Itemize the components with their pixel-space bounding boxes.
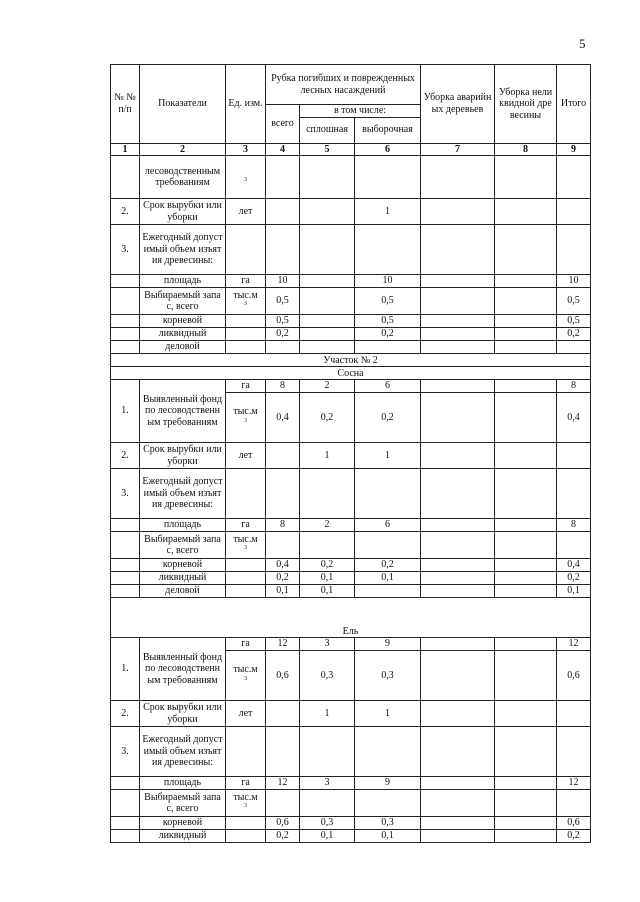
indicator-cell: Ежегодный допустимый объем изъятия древесины:: [140, 225, 226, 275]
value-cell: [355, 156, 421, 199]
value-cell: [495, 559, 557, 572]
value-cell: [266, 469, 300, 519]
unit-text: тыс.м: [233, 406, 258, 417]
value-cell: 0,4: [266, 559, 300, 572]
value-cell: [557, 443, 591, 469]
indicator-cell: Ежегодный допустимый объем изъятия древесины:: [140, 469, 226, 519]
value-cell: 0,5: [266, 315, 300, 328]
table-row: [111, 341, 591, 354]
value-cell: [300, 156, 355, 199]
unit-text: га: [241, 519, 250, 531]
indicator-cell: Срок вырубки или уборки: [140, 701, 226, 727]
table-row: [111, 790, 591, 817]
species-title-spruce: Ель: [111, 598, 591, 638]
value-cell: [421, 328, 495, 341]
table-row: [111, 328, 591, 341]
indicator-cell: деловой: [140, 341, 226, 354]
value-cell: [355, 341, 421, 354]
value-cell: [421, 275, 495, 288]
table-row: [111, 585, 591, 598]
row-number-cell: 2.: [111, 443, 140, 469]
value-cell: 12: [266, 777, 300, 790]
value-cell: [421, 532, 495, 559]
value-cell: 0,1: [300, 830, 355, 843]
unit-cell: [226, 559, 266, 572]
unit-text: тыс.м: [233, 791, 258, 803]
unit-cell: [226, 727, 266, 777]
value-cell: 0,2: [557, 830, 591, 843]
value-cell: 3: [300, 777, 355, 790]
value-cell: 2: [300, 519, 355, 532]
value-cell: [421, 638, 495, 651]
value-cell: 3: [300, 638, 355, 651]
indicator-cell: площадь: [140, 519, 226, 532]
value-cell: [421, 830, 495, 843]
unit-text: лет: [238, 707, 253, 719]
unit-text: тыс.м: [233, 533, 258, 545]
row-number-cell: [111, 585, 140, 598]
indicator-cell: Выбираемый запас, всего: [140, 532, 226, 559]
value-cell: [495, 156, 557, 199]
row-number-cell: [111, 790, 140, 817]
table-row: [111, 443, 591, 469]
table-row: [111, 559, 591, 572]
unit-cell: [226, 288, 266, 315]
unit-superscript: 3: [244, 177, 247, 183]
row-number-cell: [111, 572, 140, 585]
unit-superscript: 3: [244, 803, 247, 809]
table-row: [111, 777, 591, 790]
value-cell: [421, 380, 495, 393]
table-row: [111, 817, 591, 830]
value-cell: [266, 790, 300, 817]
unit-cell: [226, 638, 266, 651]
value-cell: [421, 727, 495, 777]
unit-cell: [226, 790, 266, 817]
indicator-cell: корневой: [140, 559, 226, 572]
value-cell: 9: [355, 777, 421, 790]
table-row: [111, 380, 591, 393]
value-cell: 0,2: [557, 328, 591, 341]
row-number-cell: [111, 830, 140, 843]
indicator-cell: Выявленный фонд по лесоводственным требованиям: [140, 638, 226, 701]
indicator-cell: площадь: [140, 275, 226, 288]
value-cell: 12: [557, 638, 591, 651]
value-cell: [300, 532, 355, 559]
indicator-cell: ликвидный: [140, 572, 226, 585]
value-cell: [355, 532, 421, 559]
unit-cell: [226, 701, 266, 727]
value-cell: [300, 790, 355, 817]
value-cell: [557, 341, 591, 354]
value-cell: [355, 727, 421, 777]
value-cell: 0,2: [266, 830, 300, 843]
value-cell: 0,1: [300, 572, 355, 585]
value-cell: [421, 469, 495, 519]
value-cell: [300, 288, 355, 315]
value-cell: 0,4: [557, 393, 591, 443]
value-cell: 0,3: [355, 651, 421, 701]
value-cell: [495, 790, 557, 817]
indicator-cell: ликвидный: [140, 830, 226, 843]
value-cell: 0,6: [266, 651, 300, 701]
value-cell: [495, 341, 557, 354]
value-cell: 0,6: [266, 817, 300, 830]
unit-cell: [226, 777, 266, 790]
row-number-cell: [111, 519, 140, 532]
indicator-cell: Ежегодный допустимый объем изъятия древесины:: [140, 727, 226, 777]
table-row: [111, 275, 591, 288]
value-cell: 0,2: [300, 559, 355, 572]
unit-cell: [226, 199, 266, 225]
value-cell: [355, 790, 421, 817]
header-indicator: Показатели: [140, 65, 226, 144]
value-cell: [495, 585, 557, 598]
value-cell: [557, 156, 591, 199]
value-cell: 0,2: [266, 328, 300, 341]
index-cell: 5: [300, 143, 355, 156]
indicator-cell: лесоводственным требованиям: [140, 156, 226, 199]
unit-cell: [226, 443, 266, 469]
value-cell: [495, 777, 557, 790]
value-cell: [495, 469, 557, 519]
index-cell: 6: [355, 143, 421, 156]
value-cell: [421, 199, 495, 225]
value-cell: 0,5: [266, 288, 300, 315]
value-cell: [421, 288, 495, 315]
unit-text: лет: [238, 449, 253, 461]
unit-superscript: 3: [244, 545, 247, 551]
value-cell: [495, 443, 557, 469]
value-cell: [495, 380, 557, 393]
value-cell: 8: [557, 380, 591, 393]
value-cell: [300, 469, 355, 519]
table-row: [111, 727, 591, 777]
value-cell: [495, 638, 557, 651]
value-cell: 0,2: [557, 572, 591, 585]
row-number-cell: [111, 341, 140, 354]
value-cell: [266, 156, 300, 199]
value-cell: [300, 225, 355, 275]
value-cell: [421, 790, 495, 817]
row-number-cell: 3.: [111, 225, 140, 275]
indicator-cell: Выявленный фонд по лесоводственным требованиям: [140, 380, 226, 443]
value-cell: [495, 288, 557, 315]
value-cell: [421, 341, 495, 354]
value-cell: [495, 225, 557, 275]
header-num: № № п/п: [111, 65, 140, 144]
value-cell: [421, 443, 495, 469]
row-number-cell: 3.: [111, 469, 140, 519]
table-row: [111, 830, 591, 843]
value-cell: 10: [266, 275, 300, 288]
unit-superscript: 3: [244, 301, 247, 307]
unit-text: га: [241, 275, 250, 287]
value-cell: 6: [355, 519, 421, 532]
value-cell: [355, 225, 421, 275]
value-cell: [421, 315, 495, 328]
value-cell: 9: [355, 638, 421, 651]
table-row: [111, 354, 591, 367]
unit-text: тыс.м: [233, 289, 258, 301]
unit-text: тыс.м: [233, 664, 258, 675]
value-cell: 12: [266, 638, 300, 651]
index-cell: 7: [421, 143, 495, 156]
table-row: [111, 701, 591, 727]
value-cell: [495, 519, 557, 532]
table-row: [111, 225, 591, 275]
value-cell: [266, 341, 300, 354]
value-cell: [495, 701, 557, 727]
header-emergency: Уборка аварийных деревьев: [421, 65, 495, 144]
unit-cell: [226, 315, 266, 328]
value-cell: [495, 830, 557, 843]
unit-text: га: [241, 380, 250, 392]
section-title: Участок № 2: [111, 354, 591, 367]
index-cell: 4: [266, 143, 300, 156]
unit-cell: [226, 275, 266, 288]
value-cell: [495, 572, 557, 585]
value-cell: [495, 275, 557, 288]
value-cell: 1: [300, 443, 355, 469]
unit-cell: [226, 328, 266, 341]
value-cell: 0,5: [355, 288, 421, 315]
value-cell: 8: [266, 519, 300, 532]
table-row: [111, 598, 591, 638]
harvest-table: [110, 64, 591, 843]
value-cell: 0,5: [355, 315, 421, 328]
value-cell: [495, 817, 557, 830]
unit-cell: [226, 830, 266, 843]
header-illiquid: Уборка неликвидной древесины: [495, 65, 557, 144]
value-cell: 0,1: [355, 830, 421, 843]
indicator-cell: Выбираемый запас, всего: [140, 790, 226, 817]
row-number-cell: 1.: [111, 380, 140, 443]
row-number-cell: [111, 288, 140, 315]
value-cell: [495, 393, 557, 443]
value-cell: [421, 225, 495, 275]
value-cell: [421, 559, 495, 572]
value-cell: [421, 393, 495, 443]
unit-cell: [226, 519, 266, 532]
row-number-cell: 2.: [111, 199, 140, 225]
row-number-cell: 3.: [111, 727, 140, 777]
unit-superscript: 3: [244, 417, 247, 424]
value-cell: [355, 585, 421, 598]
value-cell: [557, 199, 591, 225]
index-cell: 9: [557, 143, 591, 156]
value-cell: [300, 328, 355, 341]
harvest-table-sheet: [110, 64, 590, 843]
value-cell: [495, 651, 557, 701]
unit-cell: [226, 532, 266, 559]
value-cell: [495, 727, 557, 777]
value-cell: 0,2: [355, 328, 421, 341]
unit-cell: [226, 225, 266, 275]
row-number-cell: [111, 559, 140, 572]
value-cell: [300, 727, 355, 777]
value-cell: 0,4: [266, 393, 300, 443]
table-row: [111, 288, 591, 315]
unit-cell: [226, 156, 266, 199]
header-clear: сплошная: [300, 117, 355, 143]
unit-superscript: 3: [244, 675, 247, 682]
table-body: [111, 65, 591, 843]
unit-text: га: [241, 638, 250, 650]
value-cell: 8: [266, 380, 300, 393]
value-cell: 0,6: [557, 817, 591, 830]
value-cell: [266, 443, 300, 469]
table-row: [111, 469, 591, 519]
value-cell: 0,1: [557, 585, 591, 598]
page-number: 5: [579, 36, 586, 51]
value-cell: 1: [355, 199, 421, 225]
value-cell: [557, 727, 591, 777]
value-cell: 0,6: [557, 651, 591, 701]
table-row: [111, 572, 591, 585]
value-cell: [557, 701, 591, 727]
header-sum: Итого: [557, 65, 591, 144]
value-cell: 1: [355, 443, 421, 469]
index-cell: 3: [226, 143, 266, 156]
row-number-cell: [111, 817, 140, 830]
unit-cell: [226, 380, 266, 393]
value-cell: [300, 341, 355, 354]
value-cell: [266, 532, 300, 559]
unit-cell: [226, 585, 266, 598]
header-unit: Ед. изм.: [226, 65, 266, 144]
value-cell: 0,3: [355, 817, 421, 830]
table-row: [111, 367, 591, 380]
indicator-cell: Срок вырубки или уборки: [140, 199, 226, 225]
value-cell: [557, 469, 591, 519]
row-number-cell: 2.: [111, 701, 140, 727]
unit-cell: [226, 817, 266, 830]
value-cell: [300, 315, 355, 328]
indicator-cell: Срок вырубки или уборки: [140, 443, 226, 469]
value-cell: 0,2: [266, 572, 300, 585]
value-cell: [495, 532, 557, 559]
value-cell: [421, 519, 495, 532]
value-cell: 0,5: [557, 315, 591, 328]
value-cell: 0,5: [557, 288, 591, 315]
header-dead-stands: Рубка погибших и поврежденных лесных насаждений: [266, 65, 421, 105]
value-cell: [421, 651, 495, 701]
value-cell: [421, 156, 495, 199]
value-cell: 1: [300, 701, 355, 727]
value-cell: 0,3: [300, 817, 355, 830]
indicator-cell: Выбираемый запас, всего: [140, 288, 226, 315]
value-cell: [421, 585, 495, 598]
value-cell: [266, 199, 300, 225]
unit-cell: [226, 469, 266, 519]
indicator-cell: площадь: [140, 777, 226, 790]
value-cell: [355, 469, 421, 519]
indicator-cell: корневой: [140, 315, 226, 328]
value-cell: 2: [300, 380, 355, 393]
value-cell: 10: [355, 275, 421, 288]
header-selective: выборочная: [355, 117, 421, 143]
value-cell: [495, 315, 557, 328]
value-cell: [300, 199, 355, 225]
row-number-cell: [111, 315, 140, 328]
row-number-cell: [111, 328, 140, 341]
row-number-cell: [111, 777, 140, 790]
value-cell: [557, 532, 591, 559]
value-cell: 0,1: [300, 585, 355, 598]
value-cell: 0,2: [355, 393, 421, 443]
value-cell: 8: [557, 519, 591, 532]
value-cell: [266, 225, 300, 275]
value-cell: 0,3: [300, 651, 355, 701]
indicator-cell: корневой: [140, 817, 226, 830]
table-row: [111, 315, 591, 328]
unit-text: га: [241, 777, 250, 789]
value-cell: 0,1: [355, 572, 421, 585]
value-cell: 0,2: [300, 393, 355, 443]
index-cell: 8: [495, 143, 557, 156]
value-cell: [421, 777, 495, 790]
table-row: [111, 519, 591, 532]
value-cell: 0,4: [557, 559, 591, 572]
value-cell: [557, 225, 591, 275]
header-total: всего: [266, 105, 300, 144]
row-number-cell: 1.: [111, 638, 140, 701]
row-number-cell: [111, 275, 140, 288]
value-cell: [421, 817, 495, 830]
value-cell: [421, 701, 495, 727]
table-row: [111, 199, 591, 225]
value-cell: 0,2: [355, 559, 421, 572]
unit-cell: [226, 651, 266, 701]
unit-cell: [226, 341, 266, 354]
value-cell: [300, 275, 355, 288]
value-cell: [495, 328, 557, 341]
value-cell: 6: [355, 380, 421, 393]
indicator-cell: ликвидный: [140, 328, 226, 341]
value-cell: [557, 790, 591, 817]
value-cell: 0,1: [266, 585, 300, 598]
header-incl: в том числе:: [300, 105, 421, 118]
value-cell: [421, 572, 495, 585]
unit-text: лет: [238, 205, 253, 217]
indicator-cell: деловой: [140, 585, 226, 598]
value-cell: 1: [355, 701, 421, 727]
row-number-cell: [111, 156, 140, 199]
row-number-cell: [111, 532, 140, 559]
table-row: [111, 156, 591, 199]
table-row: [111, 638, 591, 651]
index-cell: 2: [140, 143, 226, 156]
unit-cell: [226, 572, 266, 585]
value-cell: 10: [557, 275, 591, 288]
index-cell: 1: [111, 143, 140, 156]
unit-cell: [226, 393, 266, 443]
value-cell: 12: [557, 777, 591, 790]
value-cell: [495, 199, 557, 225]
species-title-pine: Сосна: [111, 367, 591, 380]
value-cell: [266, 727, 300, 777]
table-row: [111, 532, 591, 559]
value-cell: [266, 701, 300, 727]
